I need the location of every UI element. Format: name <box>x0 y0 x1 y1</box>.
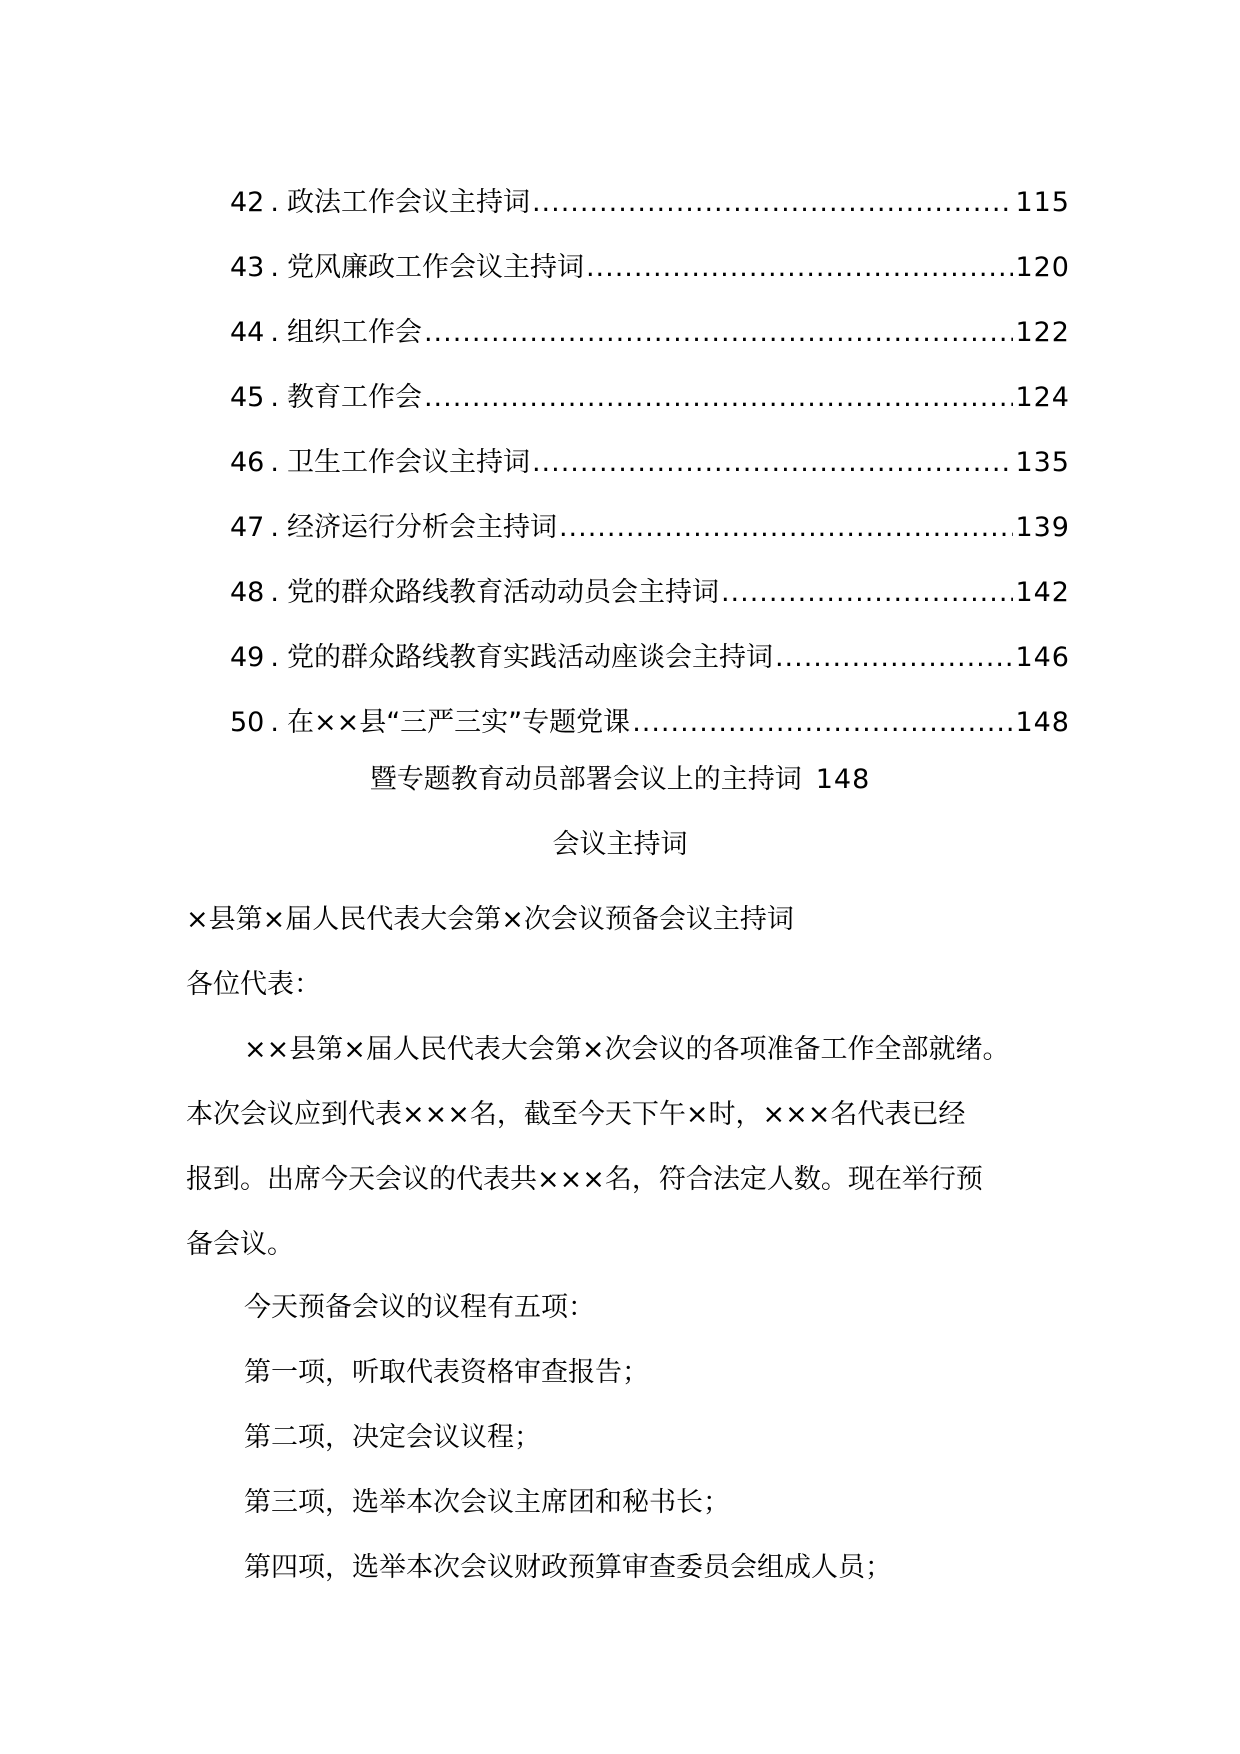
toc-entry-separator: . <box>270 512 279 543</box>
toc-entry-page: 115 <box>1015 187 1070 218</box>
agenda-list <box>244 1275 892 1600</box>
toc-entry[interactable] <box>230 625 1070 690</box>
toc-leader-dots <box>532 430 1014 495</box>
toc-entry-separator: . <box>270 577 279 608</box>
toc-entry-title: 党风廉政工作会议主持词 <box>286 252 584 283</box>
toc-entry-page: 135 <box>1015 447 1070 478</box>
toc-entry-title: 政法工作会议主持词 <box>286 187 530 218</box>
toc-entry-title: 卫生工作会议主持词 <box>286 447 530 478</box>
section-title: 会议主持词 <box>552 829 688 860</box>
toc-entry-number: 47 <box>230 512 265 543</box>
toc-entry-number: 50 <box>230 707 265 738</box>
toc-leader-dots <box>424 300 1014 365</box>
toc-entry[interactable] <box>230 430 1070 495</box>
toc-entry[interactable] <box>230 365 1070 430</box>
toc-entry-page: 142 <box>1015 577 1070 608</box>
toc-entry-number: 46 <box>230 447 265 478</box>
paragraph-line: 本次会议应到代表×××名，截至今天下午×时，×××名代表已经 <box>186 1099 966 1130</box>
toc-leader-dots <box>775 625 1014 690</box>
salutation: 各位代表： <box>186 969 321 1000</box>
toc-entry-page: 124 <box>1015 382 1070 413</box>
paragraph-line: 备会议。 <box>186 1229 294 1260</box>
toc-entry-separator: . <box>270 187 279 218</box>
toc-entry[interactable] <box>230 690 1070 755</box>
toc-continuation-text: 暨专题教育动员部署会议上的主持词 <box>369 764 802 795</box>
toc-entry-page: 122 <box>1015 317 1070 348</box>
toc-entry-page: 146 <box>1015 642 1070 673</box>
toc-entry-number: 43 <box>230 252 265 283</box>
toc-entry-title: 教育工作会 <box>286 382 422 413</box>
paragraph-line: 报到。出席今天会议的代表共×××名，符合法定人数。现在举行预 <box>186 1164 983 1195</box>
opening-paragraph <box>186 1017 1086 1277</box>
toc-leader-dots <box>586 235 1014 300</box>
toc-leader-dots <box>559 495 1014 560</box>
toc-entry-separator: . <box>270 382 279 413</box>
toc-entry-title: 党的群众路线教育实践活动座谈会主持词 <box>286 642 773 673</box>
agenda-item: 第二项，决定会议议程； <box>244 1422 541 1453</box>
toc-entry-separator: . <box>270 252 279 283</box>
toc-entry-separator: . <box>270 447 279 478</box>
toc-entry-number: 42 <box>230 187 265 218</box>
agenda-item: 第三项，选举本次会议主席团和秘书长； <box>244 1487 730 1518</box>
toc-entry-page: 120 <box>1015 252 1070 283</box>
toc-entry-number: 44 <box>230 317 265 348</box>
toc-continuation-page: 148 <box>815 764 871 795</box>
toc-entry-title: 经济运行分析会主持词 <box>286 512 557 543</box>
toc-entry[interactable] <box>230 235 1070 300</box>
agenda-intro: 今天预备会议的议程有五项： <box>244 1292 595 1323</box>
table-of-contents <box>230 170 1070 755</box>
toc-entry-page: 139 <box>1015 512 1070 543</box>
toc-entry-title: 党的群众路线教育活动动员会主持词 <box>286 577 719 608</box>
toc-entry-title: 在××县“三严三实”专题党课 <box>286 707 631 738</box>
toc-entry-continuation[interactable] <box>0 757 1240 796</box>
toc-entry-number: 45 <box>230 382 265 413</box>
toc-entry[interactable] <box>230 560 1070 625</box>
toc-entry-number: 48 <box>230 577 265 608</box>
agenda-item: 第四项，选举本次会议财政预算审查委员会组成人员； <box>244 1552 892 1583</box>
toc-entry-separator: . <box>270 707 279 738</box>
toc-leader-dots <box>424 365 1014 430</box>
toc-entry[interactable] <box>230 170 1070 235</box>
toc-entry[interactable] <box>230 495 1070 560</box>
toc-leader-dots <box>532 170 1014 235</box>
paragraph-line: ××县第×届人民代表大会第×次会议的各项准备工作全部就绪。 <box>244 1034 1010 1065</box>
toc-leader-dots <box>632 690 1013 755</box>
toc-leader-dots <box>721 560 1014 625</box>
speech-heading: ×县第×届人民代表大会第×次会议预备会议主持词 <box>186 904 794 935</box>
toc-entry-number: 49 <box>230 642 265 673</box>
toc-entry-page: 148 <box>1015 707 1070 738</box>
toc-entry[interactable] <box>230 300 1070 365</box>
toc-entry-title: 组织工作会 <box>286 317 422 348</box>
toc-entry-separator: . <box>270 642 279 673</box>
toc-entry-separator: . <box>270 317 279 348</box>
agenda-item: 第一项，听取代表资格审查报告； <box>244 1357 649 1388</box>
